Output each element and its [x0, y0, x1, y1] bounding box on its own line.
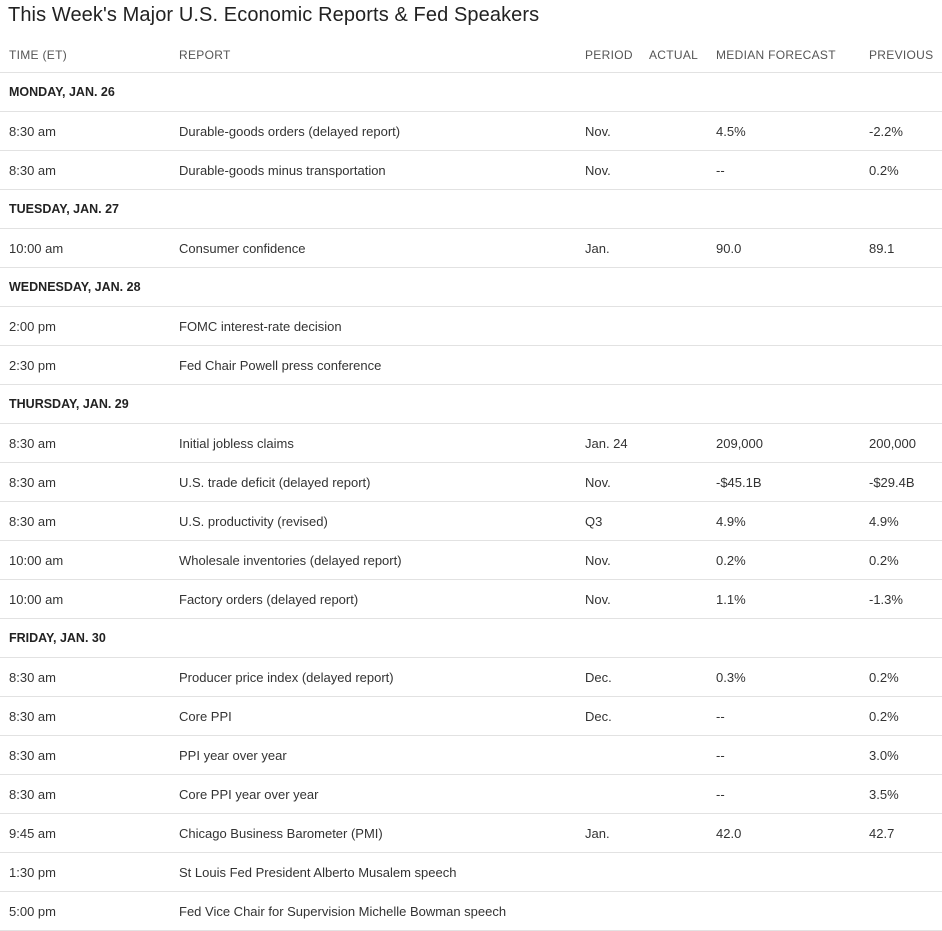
column-header-previous: PREVIOUS [869, 38, 942, 73]
period-cell: Nov. [585, 151, 649, 190]
time-cell: 8:30 am [0, 775, 179, 814]
median-forecast-cell [716, 853, 869, 892]
time-cell: 8:30 am [0, 697, 179, 736]
column-header-median-forecast: MEDIAN FORECAST [716, 38, 869, 73]
report-cell: Fed Chair Powell press conference [179, 346, 585, 385]
period-cell [585, 346, 649, 385]
period-cell: Nov. [585, 463, 649, 502]
previous-cell: 3.0% [869, 736, 942, 775]
report-cell: Core PPI year over year [179, 775, 585, 814]
day-header-row [0, 619, 942, 658]
calendar-table [0, 38, 942, 931]
previous-cell: 3.5% [869, 775, 942, 814]
day-label: THURSDAY, JAN. 29 [0, 385, 942, 424]
time-cell: 8:30 am [0, 424, 179, 463]
day-label: FRIDAY, JAN. 30 [0, 619, 942, 658]
period-cell: Nov. [585, 112, 649, 151]
time-cell: 1:30 pm [0, 853, 179, 892]
actual-cell [649, 346, 716, 385]
report-cell: Initial jobless claims [179, 424, 585, 463]
report-cell: U.S. trade deficit (delayed report) [179, 463, 585, 502]
table-row [0, 502, 942, 541]
report-cell: St Louis Fed President Alberto Musalem speech [179, 853, 585, 892]
time-cell: 2:00 pm [0, 307, 179, 346]
table-row [0, 346, 942, 385]
table-row [0, 697, 942, 736]
period-cell: Jan. 24 [585, 424, 649, 463]
page-title: This Week's Major U.S. Economic Reports & Fed Speakers [8, 4, 540, 26]
actual-cell [649, 658, 716, 697]
time-cell: 9:45 am [0, 814, 179, 853]
report-cell: Durable-goods orders (delayed report) [179, 112, 585, 151]
report-cell: Factory orders (delayed report) [179, 580, 585, 619]
actual-cell [649, 736, 716, 775]
time-cell: 8:30 am [0, 658, 179, 697]
period-cell [585, 853, 649, 892]
column-header-time: TIME (ET) [0, 38, 179, 73]
time-cell: 8:30 am [0, 112, 179, 151]
period-cell [585, 736, 649, 775]
period-cell: Dec. [585, 697, 649, 736]
actual-cell [649, 814, 716, 853]
previous-cell: 4.9% [869, 502, 942, 541]
median-forecast-cell [716, 892, 869, 931]
period-cell: Jan. [585, 229, 649, 268]
column-header-actual: ACTUAL [649, 38, 716, 73]
median-forecast-cell: 0.2% [716, 541, 869, 580]
previous-cell [869, 307, 942, 346]
time-cell: 8:30 am [0, 502, 179, 541]
time-cell: 5:00 pm [0, 892, 179, 931]
previous-cell: -1.3% [869, 580, 942, 619]
time-cell: 10:00 am [0, 580, 179, 619]
actual-cell [649, 151, 716, 190]
period-cell: Q3 [585, 502, 649, 541]
actual-cell [649, 541, 716, 580]
previous-cell: -2.2% [869, 112, 942, 151]
actual-cell [649, 892, 716, 931]
day-label: WEDNESDAY, JAN. 28 [0, 268, 942, 307]
report-cell: Durable-goods minus transportation [179, 151, 585, 190]
actual-cell [649, 424, 716, 463]
previous-cell: 89.1 [869, 229, 942, 268]
day-header-row [0, 385, 942, 424]
median-forecast-cell: 90.0 [716, 229, 869, 268]
actual-cell [649, 775, 716, 814]
previous-cell [869, 892, 942, 931]
actual-cell [649, 502, 716, 541]
median-forecast-cell: 0.3% [716, 658, 869, 697]
previous-cell: -$29.4B [869, 463, 942, 502]
period-cell [585, 307, 649, 346]
day-header-row [0, 190, 942, 229]
day-header-row [0, 73, 942, 112]
period-cell [585, 775, 649, 814]
median-forecast-cell: 4.5% [716, 112, 869, 151]
table-row [0, 853, 942, 892]
actual-cell [649, 112, 716, 151]
median-forecast-cell: -- [716, 697, 869, 736]
table-row [0, 541, 942, 580]
previous-cell: 200,000 [869, 424, 942, 463]
median-forecast-cell: -- [716, 151, 869, 190]
table-row [0, 814, 942, 853]
previous-cell: 0.2% [869, 697, 942, 736]
day-label: MONDAY, JAN. 26 [0, 73, 942, 112]
actual-cell [649, 853, 716, 892]
median-forecast-cell [716, 307, 869, 346]
report-cell: Wholesale inventories (delayed report) [179, 541, 585, 580]
table-row [0, 307, 942, 346]
period-cell [585, 892, 649, 931]
time-cell: 8:30 am [0, 151, 179, 190]
median-forecast-cell: -- [716, 736, 869, 775]
column-header-period: PERIOD [585, 38, 649, 73]
previous-cell: 0.2% [869, 658, 942, 697]
median-forecast-cell: -- [716, 775, 869, 814]
table-row [0, 229, 942, 268]
report-cell: Consumer confidence [179, 229, 585, 268]
median-forecast-cell [716, 346, 869, 385]
report-cell: Fed Vice Chair for Supervision Michelle Bowman speech [179, 892, 585, 931]
time-cell: 8:30 am [0, 736, 179, 775]
table-row [0, 580, 942, 619]
actual-cell [649, 229, 716, 268]
table-row [0, 892, 942, 931]
actual-cell [649, 463, 716, 502]
previous-cell [869, 853, 942, 892]
day-header-row [0, 268, 942, 307]
table-row [0, 424, 942, 463]
time-cell: 8:30 am [0, 463, 179, 502]
median-forecast-cell: 1.1% [716, 580, 869, 619]
median-forecast-cell: 4.9% [716, 502, 869, 541]
time-cell: 10:00 am [0, 229, 179, 268]
table-row [0, 736, 942, 775]
median-forecast-cell: 209,000 [716, 424, 869, 463]
median-forecast-cell: -$45.1B [716, 463, 869, 502]
report-cell: Producer price index (delayed report) [179, 658, 585, 697]
column-header-report: REPORT [179, 38, 585, 73]
table-row [0, 775, 942, 814]
actual-cell [649, 580, 716, 619]
previous-cell: 0.2% [869, 151, 942, 190]
period-cell: Dec. [585, 658, 649, 697]
period-cell: Jan. [585, 814, 649, 853]
previous-cell: 42.7 [869, 814, 942, 853]
previous-cell [869, 346, 942, 385]
table-row [0, 463, 942, 502]
table-row [0, 151, 942, 190]
report-cell: Core PPI [179, 697, 585, 736]
report-cell: FOMC interest-rate decision [179, 307, 585, 346]
actual-cell [649, 697, 716, 736]
period-cell: Nov. [585, 541, 649, 580]
time-cell: 10:00 am [0, 541, 179, 580]
time-cell: 2:30 pm [0, 346, 179, 385]
table-row [0, 658, 942, 697]
previous-cell: 0.2% [869, 541, 942, 580]
table-header-row [0, 38, 942, 73]
report-cell: U.S. productivity (revised) [179, 502, 585, 541]
table-row [0, 112, 942, 151]
day-label: TUESDAY, JAN. 27 [0, 190, 942, 229]
report-cell: PPI year over year [179, 736, 585, 775]
report-cell: Chicago Business Barometer (PMI) [179, 814, 585, 853]
period-cell: Nov. [585, 580, 649, 619]
actual-cell [649, 307, 716, 346]
median-forecast-cell: 42.0 [716, 814, 869, 853]
